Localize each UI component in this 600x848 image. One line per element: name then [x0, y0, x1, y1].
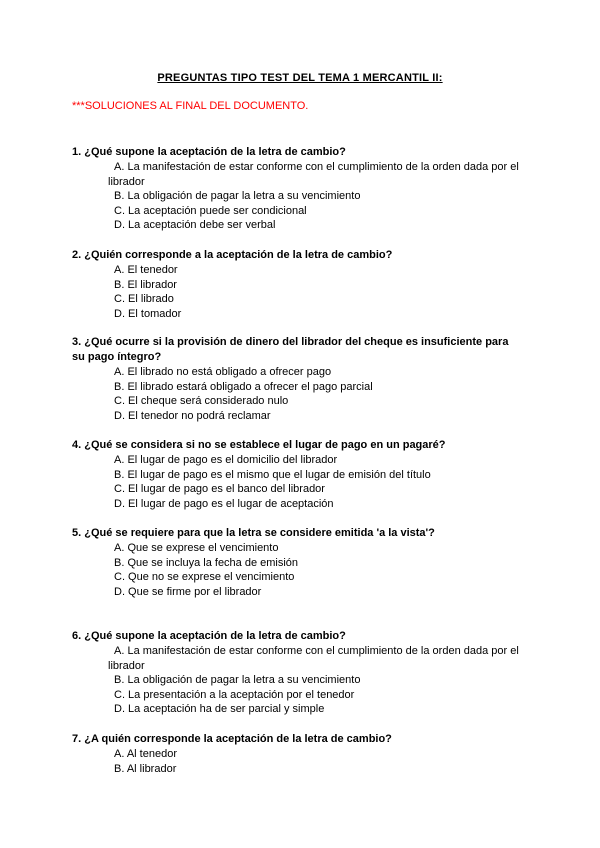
question-text: 7. ¿A quién corresponde la aceptación de la letra de cambio? — [72, 733, 392, 745]
solutions-note: ***SOLUCIONES AL FINAL DEL DOCUMENTO. — [72, 100, 309, 112]
option-c: C. El cheque será considerado nulo — [114, 395, 289, 408]
question-7 — [72, 732, 532, 776]
option-a: A. Que se exprese el vencimiento — [114, 542, 279, 554]
question-text: 4. ¿Qué se considera si no se establece el lugar de pago en un pagaré? — [72, 439, 446, 451]
option-d: D. El tomador — [114, 307, 182, 320]
option-b: B. El librado estará obligado a ofrecer el pago parcial — [114, 380, 373, 393]
question-2 — [72, 248, 532, 321]
option-a: A. El tenedor — [114, 264, 178, 276]
option-b: B. La obligación de pagar la letra a su vencimiento — [114, 674, 361, 687]
option-a: A. El lugar de pago es el domicilio del librador — [114, 454, 338, 466]
question-text-line1: 3. ¿Qué ocurre si la provisión de dinero del librador del cheque es insuficiente para — [72, 336, 509, 348]
option-b: B. La obligación de pagar la letra a su vencimiento — [114, 190, 361, 203]
option-a: A. El librado no está obligado a ofrecer pago — [114, 366, 332, 378]
option-d: D. Que se firme por el librador — [114, 585, 262, 598]
question-text-line2: su pago íntegro? — [72, 351, 162, 363]
option-c: C. El lugar de pago es el banco del librador — [114, 483, 325, 496]
question-text: 6. ¿Qué supone la aceptación de la letra de cambio? — [72, 630, 346, 642]
option-c: C. La presentación a la aceptación por el tenedor — [114, 688, 355, 701]
question-3 — [72, 335, 532, 423]
question-text: 2. ¿Quién corresponde a la aceptación de la letra de cambio? — [72, 249, 393, 261]
option-a-continuation: librador — [108, 175, 145, 188]
question-5 — [72, 526, 532, 599]
question-text: 1. ¿Qué supone la aceptación de la letra de cambio? — [72, 146, 346, 158]
option-b: B. El lugar de pago es el mismo que el lugar de emisión del título — [114, 468, 431, 481]
option-d: D. La aceptación debe ser verbal — [114, 219, 276, 232]
question-1 — [72, 145, 532, 233]
option-d: D. El tenedor no podrá reclamar — [114, 409, 271, 422]
option-d: D. La aceptación ha de ser parcial y simple — [114, 703, 325, 716]
option-a: A. La manifestación de estar conforme con el cumplimiento de la orden dada por el — [114, 645, 519, 657]
question-4 — [72, 438, 532, 511]
option-a: A. La manifestación de estar conforme con el cumplimiento de la orden dada por el — [114, 161, 519, 173]
option-d: D. El lugar de pago es el lugar de aceptación — [114, 497, 334, 510]
option-a: A. Al tenedor — [114, 748, 177, 760]
option-c: C. El librado — [114, 293, 174, 306]
question-6 — [72, 629, 532, 717]
document-title: PREGUNTAS TIPO TEST DEL TEMA 1 MERCANTIL II: — [157, 72, 443, 84]
option-a-continuation: librador — [108, 659, 145, 672]
option-c: C. Que no se exprese el vencimiento — [114, 571, 295, 584]
question-text: 5. ¿Qué se requiere para que la letra se considere emitida 'a la vista'? — [72, 527, 435, 539]
option-c: C. La aceptación puede ser condicional — [114, 204, 307, 217]
option-b: B. El librador — [114, 278, 177, 291]
option-b: B. Al librador — [114, 762, 177, 775]
option-b: B. Que se incluya la fecha de emisión — [114, 556, 299, 569]
